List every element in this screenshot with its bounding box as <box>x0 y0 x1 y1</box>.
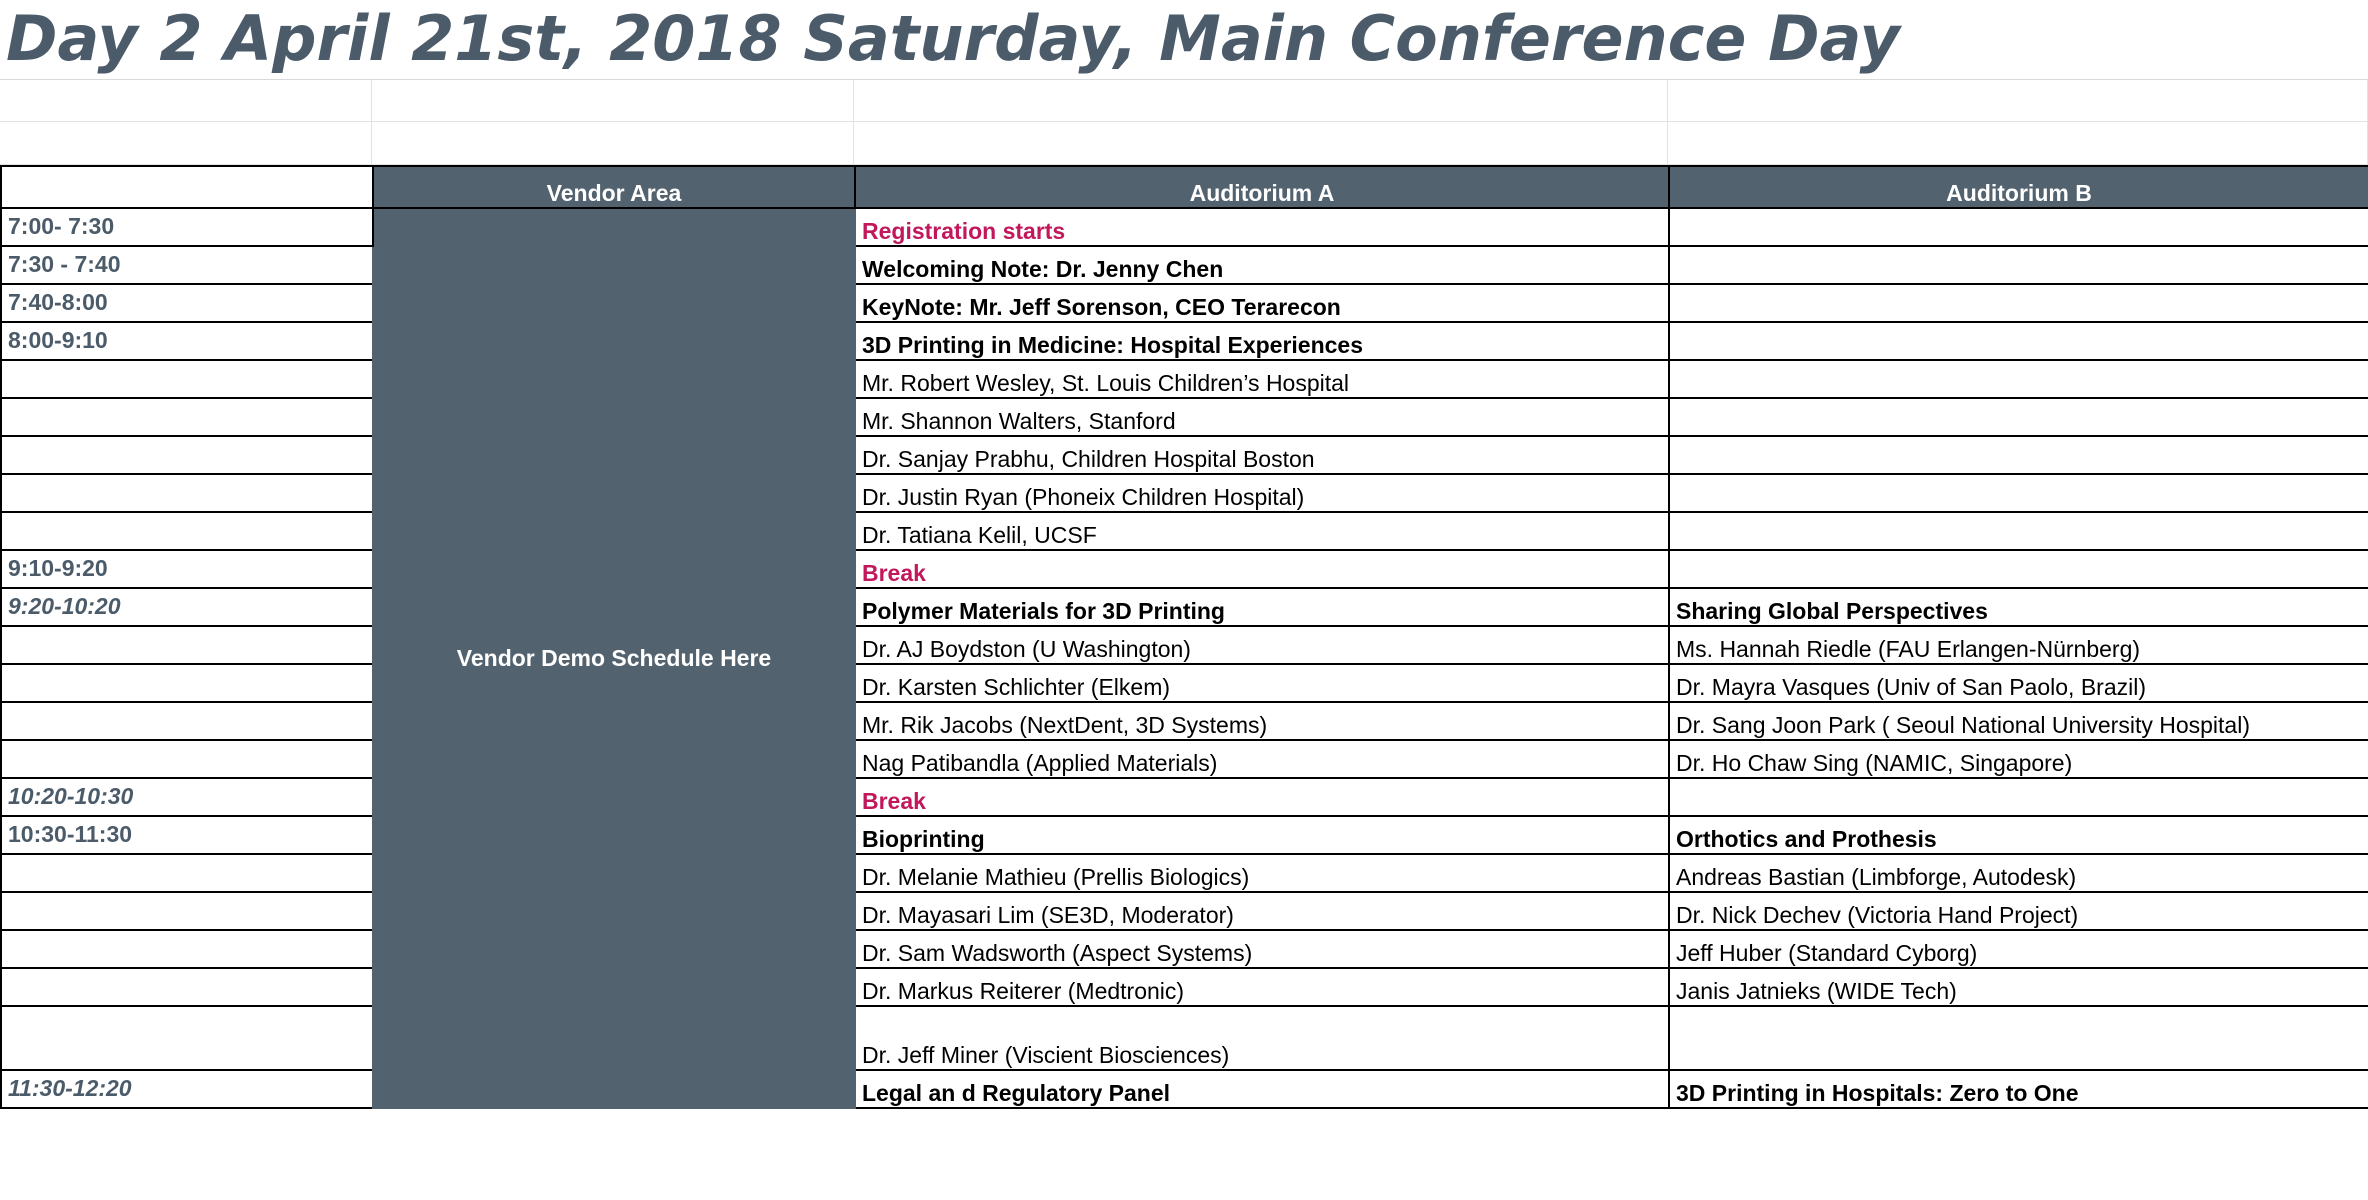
time-cell[interactable] <box>1 664 373 702</box>
auditorium-a-cell[interactable]: Registration starts <box>855 208 1669 246</box>
time-cell[interactable] <box>1 474 373 512</box>
time-cell[interactable]: 7:40-8:00 <box>1 284 373 322</box>
auditorium-b-cell[interactable] <box>1669 322 2368 360</box>
auditorium-a-cell[interactable]: Dr. Sam Wadsworth (Aspect Systems) <box>855 930 1669 968</box>
time-header-cell[interactable] <box>1 166 373 208</box>
schedule-row <box>1 702 2368 740</box>
schedule-row <box>1 322 2368 360</box>
auditorium-b-cell[interactable]: 3D Printing in Hospitals: Zero to One <box>1669 1070 2368 1108</box>
time-cell[interactable]: 7:00- 7:30 <box>1 208 373 246</box>
schedule-row <box>1 246 2368 284</box>
time-cell[interactable] <box>1 436 373 474</box>
schedule-row <box>1 1006 2368 1070</box>
schedule-row <box>1 550 2368 588</box>
auditorium-a-cell[interactable]: Break <box>855 550 1669 588</box>
schedule-row <box>1 854 2368 892</box>
time-cell[interactable]: 11:30-12:20 <box>1 1070 373 1108</box>
auditorium-b-cell[interactable] <box>1669 360 2368 398</box>
auditorium-a-cell[interactable]: Dr. Karsten Schlichter (Elkem) <box>855 664 1669 702</box>
auditorium-a-header[interactable]: Auditorium A <box>855 166 1669 208</box>
auditorium-a-cell[interactable]: Dr. Jeff Miner (Viscient Biosciences) <box>855 1006 1669 1070</box>
schedule-row <box>1 664 2368 702</box>
auditorium-b-cell[interactable] <box>1669 1006 2368 1070</box>
time-cell[interactable] <box>1 892 373 930</box>
time-cell[interactable]: 7:30 - 7:40 <box>1 246 373 284</box>
time-cell[interactable] <box>1 626 373 664</box>
time-cell[interactable] <box>1 1006 373 1070</box>
auditorium-b-cell[interactable] <box>1669 398 2368 436</box>
time-cell[interactable] <box>1 398 373 436</box>
auditorium-b-cell[interactable] <box>1669 246 2368 284</box>
auditorium-b-cell[interactable]: Dr. Sang Joon Park ( Seoul National University Hospital) <box>1669 702 2368 740</box>
time-cell[interactable]: 9:20-10:20 <box>1 588 373 626</box>
auditorium-b-cell[interactable] <box>1669 550 2368 588</box>
auditorium-a-cell[interactable]: Mr. Shannon Walters, Stanford <box>855 398 1669 436</box>
auditorium-a-cell[interactable]: Welcoming Note: Dr. Jenny Chen <box>855 246 1669 284</box>
auditorium-b-cell[interactable]: Janis Jatnieks (WIDE Tech) <box>1669 968 2368 1006</box>
time-cell[interactable]: 8:00-9:10 <box>1 322 373 360</box>
empty-cell[interactable] <box>372 122 854 165</box>
vendor-demo-cell[interactable]: Vendor Demo Schedule Here <box>373 208 855 1108</box>
header-row <box>1 166 2368 208</box>
auditorium-b-cell[interactable] <box>1669 208 2368 246</box>
time-cell[interactable] <box>1 930 373 968</box>
auditorium-b-cell[interactable] <box>1669 474 2368 512</box>
auditorium-b-cell[interactable] <box>1669 778 2368 816</box>
time-cell[interactable]: 10:30-11:30 <box>1 816 373 854</box>
schedule-row <box>1 892 2368 930</box>
schedule-row <box>1 968 2368 1006</box>
empty-cell[interactable] <box>854 80 1668 122</box>
auditorium-a-cell[interactable]: Dr. Justin Ryan (Phoneix Children Hospital) <box>855 474 1669 512</box>
empty-cell[interactable] <box>0 80 372 122</box>
schedule-row <box>1 436 2368 474</box>
schedule-row <box>1 778 2368 816</box>
schedule-row <box>1 474 2368 512</box>
schedule-row <box>1 208 2368 246</box>
page-title: Day 2 April 21st, 2018 Saturday, Main Conference Day <box>6 2 1900 75</box>
auditorium-b-cell[interactable]: Orthotics and Prothesis <box>1669 816 2368 854</box>
auditorium-a-cell[interactable]: KeyNote: Mr. Jeff Sorenson, CEO Terarecon <box>855 284 1669 322</box>
auditorium-a-cell[interactable]: Break <box>855 778 1669 816</box>
auditorium-a-cell[interactable]: Dr. Melanie Mathieu (Prellis Biologics) <box>855 854 1669 892</box>
auditorium-a-cell[interactable]: Dr. Markus Reiterer (Medtronic) <box>855 968 1669 1006</box>
schedule-row <box>1 1070 2368 1108</box>
time-cell[interactable] <box>1 968 373 1006</box>
empty-cell[interactable] <box>854 122 1668 165</box>
schedule-row <box>1 398 2368 436</box>
schedule-row <box>1 284 2368 322</box>
time-cell[interactable] <box>1 702 373 740</box>
auditorium-a-cell[interactable]: Dr. Tatiana Kelil, UCSF <box>855 512 1669 550</box>
auditorium-b-cell[interactable] <box>1669 436 2368 474</box>
auditorium-b-header[interactable]: Auditorium B <box>1669 166 2368 208</box>
schedule-row <box>1 930 2368 968</box>
empty-cell[interactable] <box>1668 80 2368 122</box>
auditorium-b-cell[interactable]: Sharing Global Perspectives <box>1669 588 2368 626</box>
schedule-row <box>1 512 2368 550</box>
time-cell[interactable]: 10:20-10:30 <box>1 778 373 816</box>
auditorium-b-cell[interactable] <box>1669 284 2368 322</box>
time-cell[interactable]: 9:10-9:20 <box>1 550 373 588</box>
schedule-row <box>1 816 2368 854</box>
empty-cell[interactable] <box>0 122 372 165</box>
auditorium-b-cell[interactable]: Dr. Nick Dechev (Victoria Hand Project) <box>1669 892 2368 930</box>
time-cell[interactable] <box>1 512 373 550</box>
time-cell[interactable] <box>1 740 373 778</box>
auditorium-a-cell[interactable]: Mr. Rik Jacobs (NextDent, 3D Systems) <box>855 702 1669 740</box>
auditorium-b-cell[interactable] <box>1669 512 2368 550</box>
auditorium-a-cell[interactable]: Mr. Robert Wesley, St. Louis Children’s Hospital <box>855 360 1669 398</box>
schedule-row <box>1 588 2368 626</box>
auditorium-a-cell[interactable]: Legal an d Regulatory Panel <box>855 1070 1669 1108</box>
schedule-row <box>1 626 2368 664</box>
empty-cell[interactable] <box>1668 122 2368 165</box>
auditorium-a-cell[interactable]: Bioprinting <box>855 816 1669 854</box>
schedule-row <box>1 360 2368 398</box>
auditorium-a-cell[interactable]: Polymer Materials for 3D Printing <box>855 588 1669 626</box>
schedule-table <box>0 165 2368 1109</box>
auditorium-b-cell[interactable]: Jeff Huber (Standard Cyborg) <box>1669 930 2368 968</box>
auditorium-a-cell[interactable]: Nag Patibandla (Applied Materials) <box>855 740 1669 778</box>
time-cell[interactable] <box>1 360 373 398</box>
auditorium-a-cell[interactable]: Dr. Sanjay Prabhu, Children Hospital Boston <box>855 436 1669 474</box>
vendor-area-header[interactable]: Vendor Area <box>373 166 855 208</box>
auditorium-b-cell[interactable]: Dr. Mayra Vasques (Univ of San Paolo, Brazil) <box>1669 664 2368 702</box>
auditorium-a-cell[interactable]: Dr. AJ Boydston (U Washington) <box>855 626 1669 664</box>
auditorium-a-cell[interactable]: 3D Printing in Medicine: Hospital Experiences <box>855 322 1669 360</box>
auditorium-b-cell[interactable]: Dr. Ho Chaw Sing (NAMIC, Singapore) <box>1669 740 2368 778</box>
schedule-row <box>1 740 2368 778</box>
empty-cell[interactable] <box>372 80 854 122</box>
auditorium-a-cell[interactable]: Dr. Mayasari Lim (SE3D, Moderator) <box>855 892 1669 930</box>
auditorium-b-cell[interactable]: Ms. Hannah Riedle (FAU Erlangen-Nürnberg) <box>1669 626 2368 664</box>
auditorium-b-cell[interactable]: Andreas Bastian (Limbforge, Autodesk) <box>1669 854 2368 892</box>
sheet-title-row[interactable] <box>0 0 2368 80</box>
time-cell[interactable] <box>1 854 373 892</box>
